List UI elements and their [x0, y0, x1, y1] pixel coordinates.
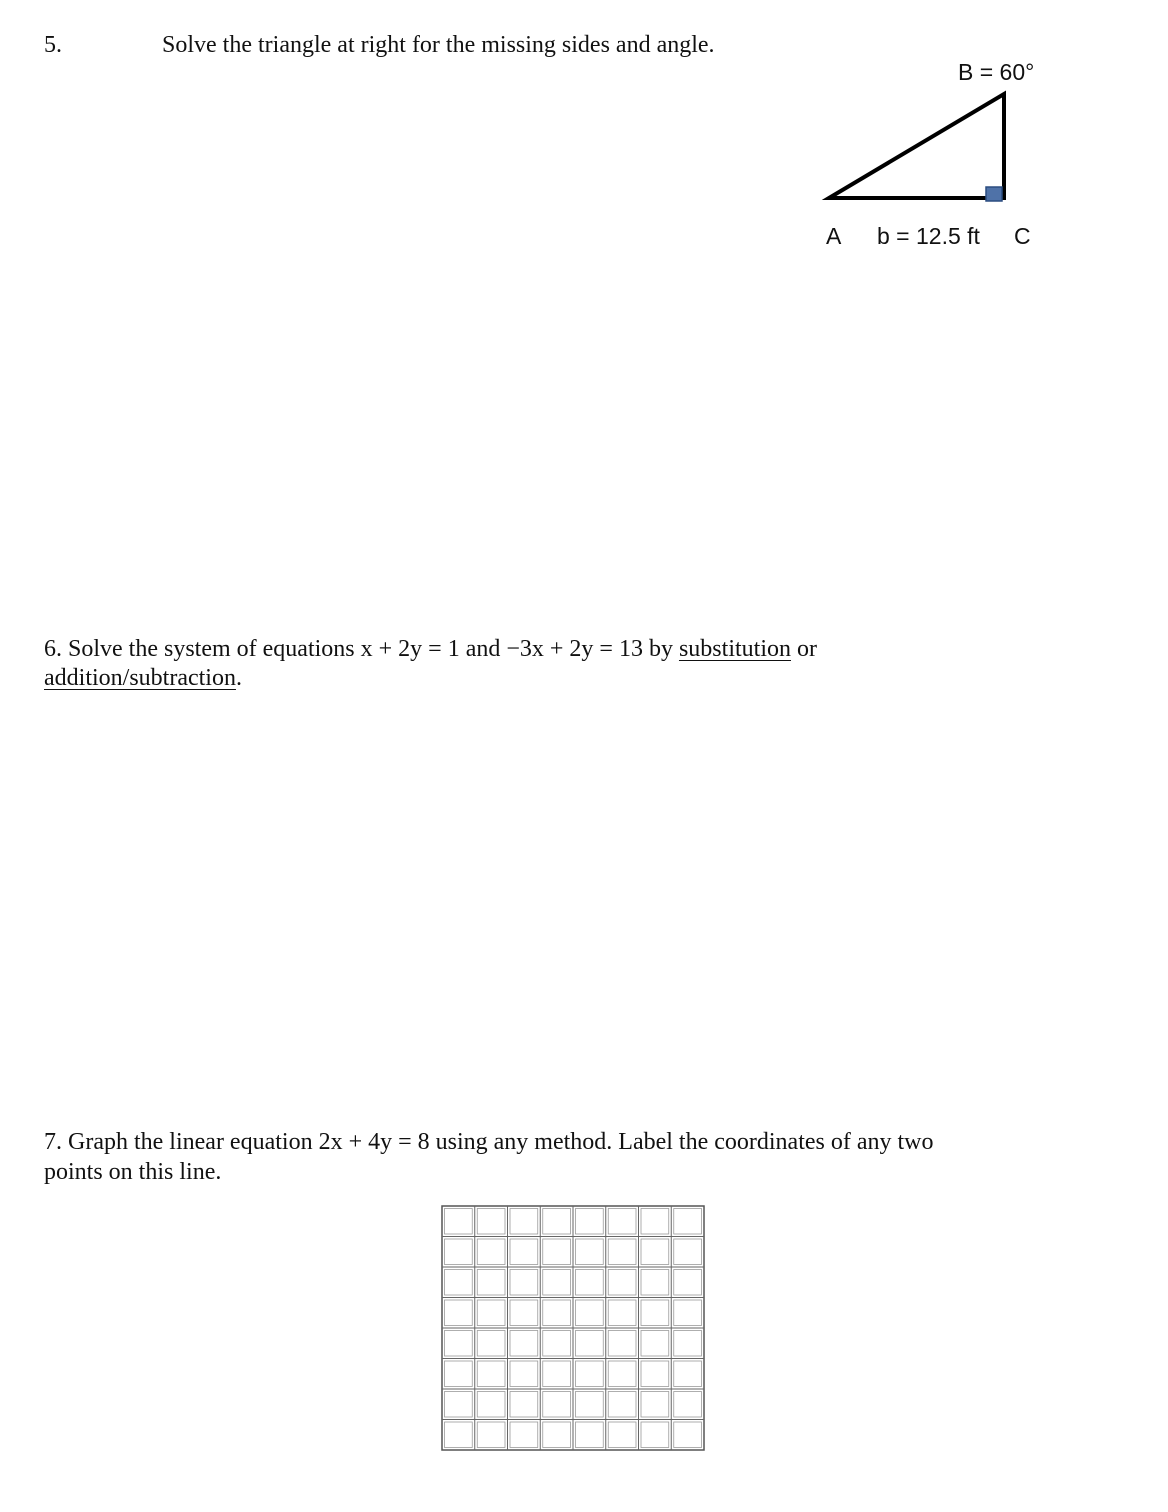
grid-cell: [576, 1270, 604, 1296]
grid-cell: [674, 1239, 702, 1265]
side-b-label: b = 12.5 ft: [877, 223, 980, 249]
grid-cell: [576, 1422, 604, 1448]
grid-cell: [674, 1209, 702, 1235]
q5-prompt: Solve the triangle at right for the missing sides and angle.: [162, 32, 715, 58]
grid-cell: [576, 1300, 604, 1326]
grid-cell: [543, 1239, 571, 1265]
grid-cell: [477, 1270, 505, 1296]
grid-cell: [608, 1331, 636, 1357]
grid-cell: [510, 1331, 538, 1357]
grid-cell: [641, 1270, 669, 1296]
grid-cell: [445, 1392, 473, 1418]
grid-cell: [543, 1209, 571, 1235]
q6-or: or: [791, 636, 817, 662]
grid-cell: [510, 1300, 538, 1326]
q7-line-1: 7. Graph the linear equation 2x + 4y = 8 using any method. Label the coordinates of any two: [44, 1129, 934, 1155]
grid-cell: [674, 1392, 702, 1418]
grid-cell: [641, 1300, 669, 1326]
grid-cell: [477, 1209, 505, 1235]
grid-cell: [445, 1331, 473, 1357]
grid-cell: [510, 1270, 538, 1296]
grid-cell: [608, 1422, 636, 1448]
grid-cell: [576, 1239, 604, 1265]
q6-prompt: 6. Solve the system of equations x + 2y = 1 and −3x + 2y = 13 by: [44, 636, 679, 662]
method-substitution: substitution: [678, 636, 791, 662]
grid-cell: [641, 1361, 669, 1387]
grid-cell: [510, 1392, 538, 1418]
grid-cell: [477, 1422, 505, 1448]
grid-cell: [477, 1300, 505, 1326]
grid-cell: [674, 1270, 702, 1296]
vertex-c-label: C: [1014, 223, 1031, 249]
grid-cell: [445, 1270, 473, 1296]
grid-cell: [608, 1392, 636, 1418]
grid-cell: [641, 1422, 669, 1448]
q6-period: .: [235, 665, 242, 691]
grid-cell: [608, 1270, 636, 1296]
grid-cell: [543, 1361, 571, 1387]
grid-cell: [576, 1209, 604, 1235]
grid-cell: [445, 1361, 473, 1387]
vertex-a-label: A: [826, 223, 842, 249]
q5-number: 5.: [44, 32, 62, 58]
grid-cell: [641, 1239, 669, 1265]
grid-cell: [445, 1209, 473, 1235]
grid-cell: [608, 1361, 636, 1387]
angle-b-label: B = 60°: [958, 59, 1035, 85]
grid-cell: [641, 1331, 669, 1357]
grid-cell: [510, 1209, 538, 1235]
grid-cell: [641, 1392, 669, 1418]
grid-cell: [543, 1392, 571, 1418]
q7-line-2: points on this line.: [44, 1159, 222, 1185]
grid-cell: [445, 1239, 473, 1265]
grid-cell: [510, 1422, 538, 1448]
grid-cell: [477, 1331, 505, 1357]
grid-cell: [510, 1239, 538, 1265]
grid-cell: [576, 1361, 604, 1387]
grid-cell: [576, 1392, 604, 1418]
grid-cell: [608, 1300, 636, 1326]
grid-cell: [477, 1361, 505, 1387]
grid-cell: [543, 1422, 571, 1448]
grid-cell: [674, 1422, 702, 1448]
grid-cell: [445, 1300, 473, 1326]
grid-cell: [576, 1331, 604, 1357]
grid-cell: [510, 1361, 538, 1387]
grid-cell: [477, 1392, 505, 1418]
grid-cell: [543, 1270, 571, 1296]
grid-cell: [608, 1239, 636, 1265]
grid-cell: [477, 1239, 505, 1265]
grid-cell: [674, 1361, 702, 1387]
grid-cell: [445, 1422, 473, 1448]
grid-cell: [608, 1209, 636, 1235]
grid-cell: [641, 1209, 669, 1235]
grid-cell: [674, 1331, 702, 1357]
grid-cell: [543, 1331, 571, 1357]
method-addition-subtraction: addition/subtraction: [44, 665, 236, 691]
grid-cell: [674, 1300, 702, 1326]
grid-cell: [543, 1300, 571, 1326]
